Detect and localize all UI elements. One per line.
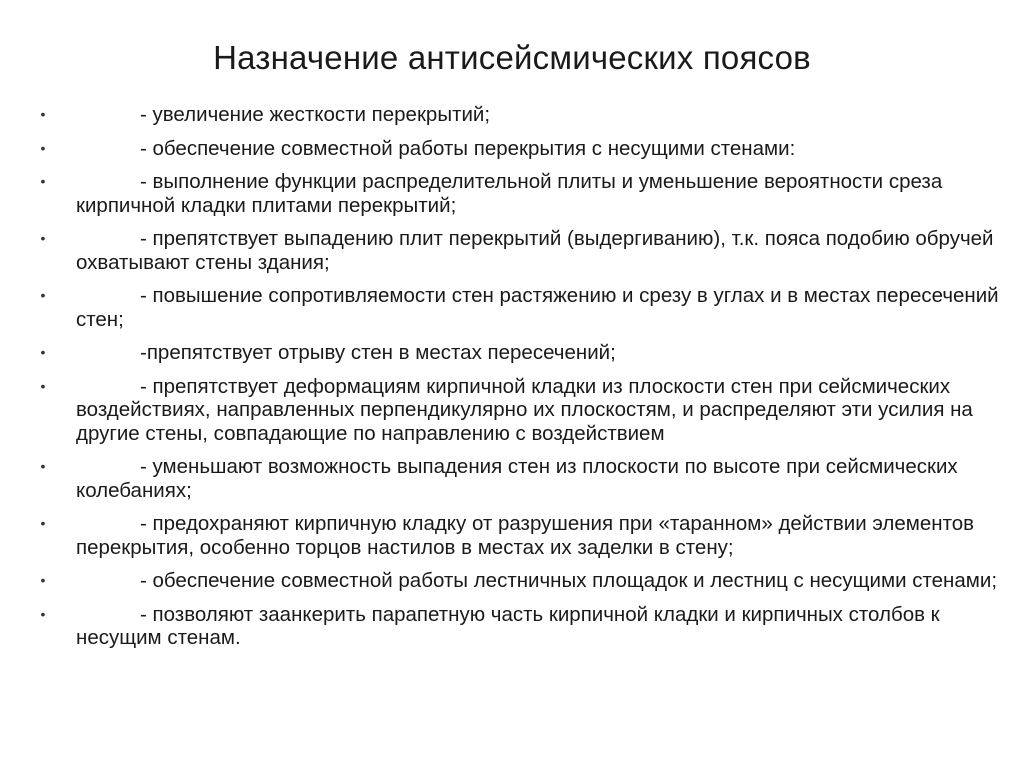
- bullet-icon: •: [40, 458, 46, 474]
- bullet-icon: •: [40, 106, 46, 122]
- list-item: [36, 375, 1000, 446]
- list-item-text: - обеспечение совместной работы лестничных площадок и лестниц с несущими стенами;: [140, 569, 998, 592]
- list-item-text: - препятствует выпадению плит перекрытий (выдергиванию), т.к. пояса подобию обручей охватывают стены здания;: [76, 227, 994, 274]
- list-item-text: - уменьшают возможность выпадения стен из плоскости по высоте при сейсмических колебаниях;: [76, 455, 958, 502]
- slide-title: Назначение антисейсмических поясов: [213, 39, 811, 76]
- list-item: [36, 103, 1000, 127]
- list-item: [36, 512, 1000, 559]
- list-item: [36, 170, 1000, 217]
- list-item: [36, 284, 1000, 331]
- list-item-text: - увеличение жесткости перекрытий;: [140, 103, 491, 126]
- list-item: [36, 603, 1000, 650]
- list-item: [36, 455, 1000, 502]
- bullet-icon: •: [40, 605, 46, 622]
- bullet-icon: •: [40, 173, 46, 189]
- bullet-icon: •: [40, 139, 46, 156]
- bullet-icon: •: [40, 287, 46, 303]
- list-item-text: - выполнение функции распределительной плиты и уменьшение вероятности среза кирпичной кладки плитами перекрытий;: [76, 170, 943, 217]
- list-item: [36, 341, 1000, 365]
- bullet-list: [36, 103, 1000, 660]
- list-item-text: - обеспечение совместной работы перекрытия с несущими стенами:: [140, 136, 796, 160]
- bullet-icon: •: [40, 344, 46, 360]
- list-item-text: - предохраняют кирпичную кладку от разрушения при «таранном» действии элементов перекрытия, особенно торцов настилов в местах их заделки в стену;: [76, 512, 975, 559]
- list-item: [36, 137, 1000, 161]
- bullet-icon: •: [40, 377, 46, 394]
- list-item-text: - позволяют заанкерить парапетную часть кирпичной кладки и кирпичных столбов к несущим стенам.: [76, 602, 940, 649]
- list-item-text: - повышение сопротивляемости стен растяжению и срезу в углах и в местах пересечений стен;: [76, 284, 999, 331]
- list-item-text: - препятствует деформациям кирпичной кладки из плоскости стен при сейсмических воздействиях, направленных перпендикулярно их плоскостям, и распределяют эти усилия на другие стены, совпадающие по направлению с воздействием: [76, 374, 973, 445]
- list-item: [36, 569, 1000, 593]
- bullet-icon: •: [40, 572, 46, 588]
- bullet-icon: •: [40, 230, 46, 246]
- list-item-text: -препятствует отрыву стен в местах пересечений;: [140, 341, 616, 364]
- bullet-icon: •: [40, 515, 46, 531]
- list-item: [36, 227, 1000, 274]
